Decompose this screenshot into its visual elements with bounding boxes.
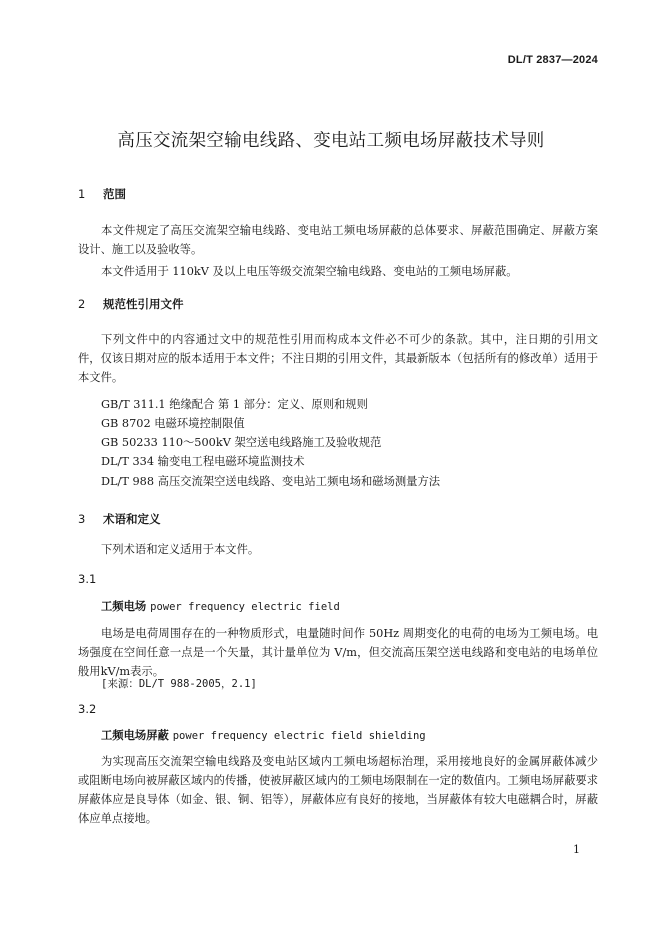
section-title: 术语和定义 xyxy=(103,512,161,526)
terms-intro: 下列术语和定义适用于本文件。 xyxy=(101,543,260,556)
normative-intro: 下列文件中的内容通过文中的规范性引用而构成本文件必不可少的条款。其中，注日期的引用文件，仅该日期对应的版本适用于本文件；不注日期的引用文件，其最新版本（包括所有的修改单）适用于本文件。 xyxy=(78,333,598,384)
section-heading-normative xyxy=(78,296,184,312)
reference-item: DL/T 334 输变电工程电磁环境监测技术 xyxy=(101,455,305,468)
clause-number: 3.1 xyxy=(78,572,97,586)
section-title: 范围 xyxy=(103,187,126,201)
reference-item: GB 50233 110～500kV 架空送电线路施工及验收规范 xyxy=(101,436,382,449)
section-number: 1 xyxy=(78,187,86,201)
clause-number: 3.2 xyxy=(78,702,97,716)
term-heading xyxy=(101,727,426,743)
reference-item: GB/T 311.1 绝缘配合 第 1 部分：定义、原则和规则 xyxy=(101,398,368,411)
reference-item: GB 8702 电磁环境控制限值 xyxy=(101,417,245,430)
standard-code: DL/T 2837—2024 xyxy=(507,54,598,66)
page-number: 1 xyxy=(573,843,580,856)
term-definition: 为实现高压交流架空输电线路及变电站区域内工频电场超标治理，采用接地良好的金属屏蔽体减少或阻断电场向被屏蔽区域内的传播，使被屏蔽区域内的工频电场限制在一定的数值内。工频电场屏蔽要求屏蔽体应是良导体（如金、银、铜、铝等），屏蔽体应有良好的接地，当屏蔽体有较大电磁耦合时，屏蔽体应单点接地。 xyxy=(78,755,598,825)
term-en: power frequency electric field shielding xyxy=(172,730,426,742)
term-source: [来源：DL/T 988-2005，2.1] xyxy=(101,678,257,690)
scope-paragraph-2: 本文件适用于 110kV 及以上电压等级交流架空输电线路、变电站的工频电场屏蔽。 xyxy=(101,265,518,278)
scope-paragraph-1: 本文件规定了高压交流架空输电线路、变电站工频电场屏蔽的总体要求、屏蔽范围确定、屏蔽方案设计、施工以及验收等。 xyxy=(78,224,598,256)
section-heading-scope xyxy=(78,186,126,202)
reference-item: DL/T 988 高压交流架空送电线路、变电站工频电场和磁场测量方法 xyxy=(101,475,441,488)
term-heading xyxy=(101,598,340,614)
section-number: 3 xyxy=(78,512,86,526)
section-title: 规范性引用文件 xyxy=(103,297,184,311)
section-heading-terms xyxy=(78,511,161,527)
document-title: 高压交流架空输电线路、变电站工频电场屏蔽技术导则 xyxy=(117,131,545,151)
term-zh: 工频电场屏蔽 xyxy=(101,729,169,742)
term-definition: 电场是电荷周围存在的一种物质形式，电量随时间作 50Hz 周期变化的电荷的电场为工频电场。电场强度在空间任意一点是一个矢量，其计量单位为 V/m，但交流高压架空送电线路和变电站的电场单位般用kV/m表示。 xyxy=(78,627,598,678)
section-number: 2 xyxy=(78,297,86,311)
term-zh: 工频电场 xyxy=(101,600,147,613)
term-en: power frequency electric field xyxy=(150,601,340,613)
